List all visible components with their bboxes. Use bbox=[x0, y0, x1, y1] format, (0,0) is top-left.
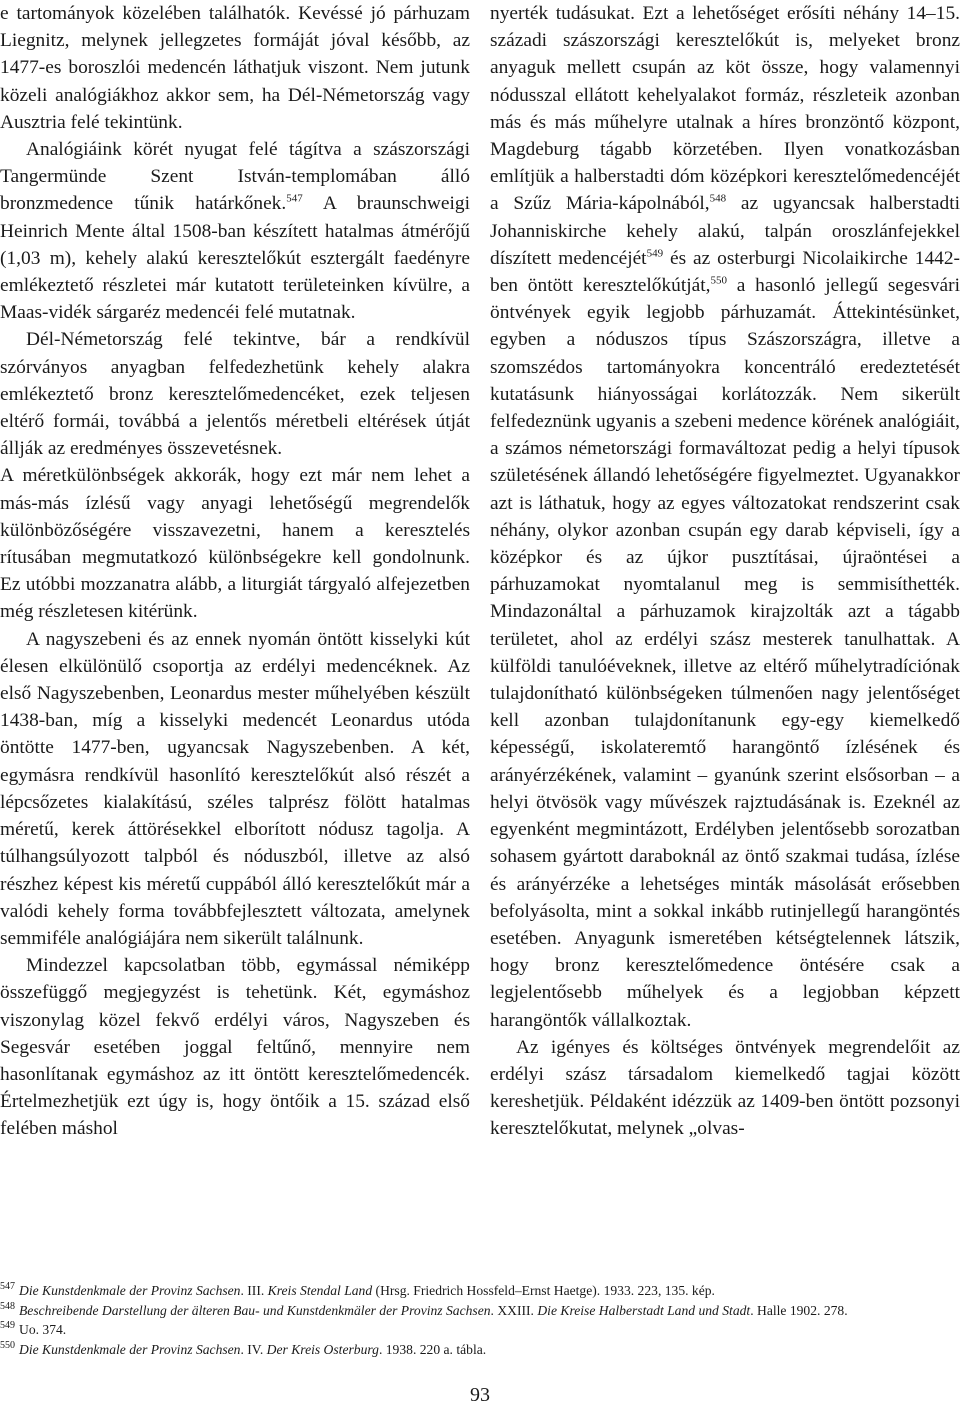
footnotes bbox=[0, 1281, 960, 1359]
footnote-rest: . Halle 1902. 278. bbox=[750, 1302, 848, 1318]
footnote-number: 549 bbox=[0, 1320, 15, 1332]
footnote-mid: . III. bbox=[240, 1283, 268, 1298]
paragraph-1: e tartományok közelében találhatók. Kevéssé jó párhuzam Liegnitz, melynek jellegzetes formáját jóval később, az 1477-es boroszlói medencén láthatjuk viszont. Nem jutunk közeli analógiákhoz akkor sem, ha Dél-Németország vagy Ausztria felé tekintünk. bbox=[0, 3, 470, 133]
paragraph-3: Dél-Németország felé tekintve, bár a rendkívül szórványos anyagban felfedezhetünk kehely alakra emlékeztető bronz keresztelőmedencéket, ezek teljesen eltérő formái, továbbá a jelentős méretbeli eltérések útját állják az eredményes összevetésnek. bbox=[0, 329, 470, 460]
footnote-ref-550[interactable]: 550 bbox=[710, 274, 727, 287]
page-number: 93 bbox=[470, 1384, 490, 1406]
left-column bbox=[0, 0, 470, 1143]
paragraph-4: A méretkülönbségek akkorák, hogy ezt már nem lehet a más-más ízlésű vagy anyagi lehetőségű megrendelők különbözőségére visszavezetni, hanem a keresztelés rítusában megmutatkozó különbségekre kell gondolnunk. Ez utóbbi mozzanatra alább, a liturgiát tárgyaló alfejezetben még részletesen kitérünk. bbox=[0, 465, 470, 623]
footnote-ref-549[interactable]: 549 bbox=[646, 247, 664, 260]
paragraph-7 bbox=[490, 0, 960, 1034]
footnote-number: 547 bbox=[0, 1281, 15, 1293]
footnote-subtitle: Kreis Stendal Land bbox=[267, 1283, 373, 1298]
footnote-subtitle: Die Kreise Halberstadt Land und Stadt bbox=[537, 1302, 751, 1318]
paragraph-2-text-a: Analógiáink körét nyugat felé tágítva a szászországi Tangermünde Szent István-templomában álló bronzmedence tűnik határkőnek. bbox=[0, 139, 470, 215]
paragraph-5: A nagyszebeni és az ennek nyomán öntött kisselyki kút élesen elkülönülő csoportja az erdélyi medencéknek. Az első Nagyszebenben, Leonardus mester műhelyében készült 1438-ban, míg a kisselyki medencét Leonardus utóda öntötte 1477-ben, ugyancsak Nagyszebenben. A két, egymásra rendkívül hasonlító keresztelőkút alsó részét a lépcsőzetes kialakítású, széles talprész fölött hatalmas méretű, kerek áttörésekkel elborított nódusz tagolja. A túlhangsúlyozott talpból és nóduszból, illetve az alsó részhez képest kis méretű cuppából álló keresztelőkút már a valódi kehely forma továbbfejlesztett változata, amelynek semmiféle analógiájára nem sikerült találnunk. bbox=[0, 628, 470, 949]
footnote-rest: . 1938. 220 a. tábla. bbox=[378, 1341, 487, 1357]
paragraph-6: Mindezzel kapcsolatban több, egymással némiképp összefüggő megjegyzést is tehetünk. Két, egymáshoz viszonylag közel fekvő erdélyi város, Nagyszeben és Segesvár esetében joggal feltűnő, mennyire nem hasonlítanak egymáshoz az itt öntött keresztelőmedencék. Értelmezhetjük ezt úgy is, hogy öntőik a 15. század első felében máshol bbox=[0, 955, 470, 1140]
footnote-547 bbox=[0, 1281, 960, 1301]
footnote-mid: . XXIII. bbox=[490, 1302, 538, 1318]
paragraph-2 bbox=[0, 136, 470, 326]
footnote-mid: . IV. bbox=[240, 1341, 267, 1357]
footnote-subtitle: Der Kreis Osterburg bbox=[266, 1341, 379, 1357]
footnote-rest: (Hrsg. Friedrich Hossfeld–Ernst Haetge). 1933. 223, 135. kép. bbox=[372, 1283, 715, 1298]
paragraph-7-text-c: és az osterburgi Nicolaikirche 1442-ben öntött keresztelőkútját, bbox=[490, 247, 960, 297]
footnote-548 bbox=[0, 1301, 960, 1321]
paragraph-7-text-b: az ugyancsak halberstadti Johanniskirche kehely alakú, talpán oroszlánfejekkel díszített medencéjét bbox=[490, 193, 960, 269]
paragraph-8: Az igényes és költséges öntvények megrendelőit az erdélyi szász társadalom kiemelkedő tagjai között kereshetjük. Példaként idézzük az 1409-ben öntött pozsonyi keresztelőkutat, melynek „olvas- bbox=[490, 1036, 960, 1140]
footnote-number: 550 bbox=[0, 1339, 15, 1351]
footnote-title: Beschreibende Darstellung der älteren Bau- und Kunstdenkmäler der Provinz Sachsen bbox=[19, 1302, 491, 1318]
footnote-ref-548[interactable]: 548 bbox=[709, 192, 727, 205]
paragraph-7-text-a: nyerték tudásukat. Ezt a lehetőséget erősíti néhány 14–15. századi szászországi keresztelőkút is, melyeket bronz anyaguk mellett csupán az köt össze, hogy valamennyi nódusszal ellátott kehelyalakot formáz, részleteik azonban más és más műhelyre utalnak a híres bronzöntő központ, Magdeburg tágabb körzetében. Ilyen vonatkozásban említjük a halberstadti dóm középkori keresztelőmedencéjét a Szűz Mária-kápolnából, bbox=[490, 3, 960, 215]
paragraph-2-text-b: A braunschweigi Heinrich Mente által 1508-ban készített hatalmas átmérőjű (1,03 m), kehely alakú keresztelőkút esztergált faedényre emlékeztető részletei már kutatott területeinken kívülre, a Maas-vidék sárgaréz medencéi felé mutatnak. bbox=[0, 193, 471, 324]
footnote-ref-547[interactable]: 547 bbox=[286, 192, 303, 205]
right-column bbox=[490, 0, 960, 1143]
footnote-rest: Uo. 374. bbox=[19, 1322, 67, 1337]
paragraph-7-text-d: a hasonló jellegű segesvári öntvények egyik legjobb párhuzamát. Áttekintésünket, egyben a nóduszos típus Szászországra, illetve a szomszédos tartományokra koncentráló eredeztetését kutatásunk hiányosságai korlátozzák. Nem sikerült felfedeznünk ugyanis a szebeni medence körének analógiáit, a számos németországi formaváltozat pedig a helyi típusok születésének állandó lehetőségére figyelmeztet. Ugyanakkor azt is láthatuk, hogy az egyes változatokat rendszerint csak néhány, olykor azonban csupán egy darab képviseli, így a középkor és az újkor pusztításai, újraöntései a párhuzamokat nyomtalanul meg is semmisíthették. Mindazonáltal a párhuzamok kirajzolták azt a tágabb területet, ahol az erdélyi szász mesterek tanulhattak. A külföldi tanulóéveknek, illetve az eltérő műhelytradíciónak tulajdonítható különbségeken túlmenően nagy jelentőséget kell azonban tulajdonítanunk egy-egy kiemelkedő képességű, iskolateremtő harangöntő ízlésének és arányérzékének, valamint – gyanúnk szerint elsősorban – a helyi ötvösök vagy művészek rajztudásának is. Ezeknél az egyenként megmintázott, Erdélyben jelentősebb sorozatban sohasem gyártott daraboknál az öntő szakmai tudása, ízlése és arányérzéke a lehetséges minták másolását erősebben befolyásolta, mint a sokkal inkább rutinjellegű harangöntés esetében. Anyagunk ismeretében kétségtelennek látszik, hogy bronz keresztelőmedence öntésére csak a legjelentősebb műhelyek és a legjobban képzett harangöntők vállalkoztak. bbox=[490, 275, 960, 1031]
footnote-550 bbox=[0, 1340, 960, 1360]
footnote-title: Die Kunstdenkmale der Provinz Sachsen bbox=[19, 1283, 241, 1298]
footnote-title: Die Kunstdenkmale der Provinz Sachsen bbox=[19, 1341, 241, 1357]
footnote-number: 548 bbox=[0, 1300, 15, 1312]
footnote-549 bbox=[0, 1320, 960, 1340]
